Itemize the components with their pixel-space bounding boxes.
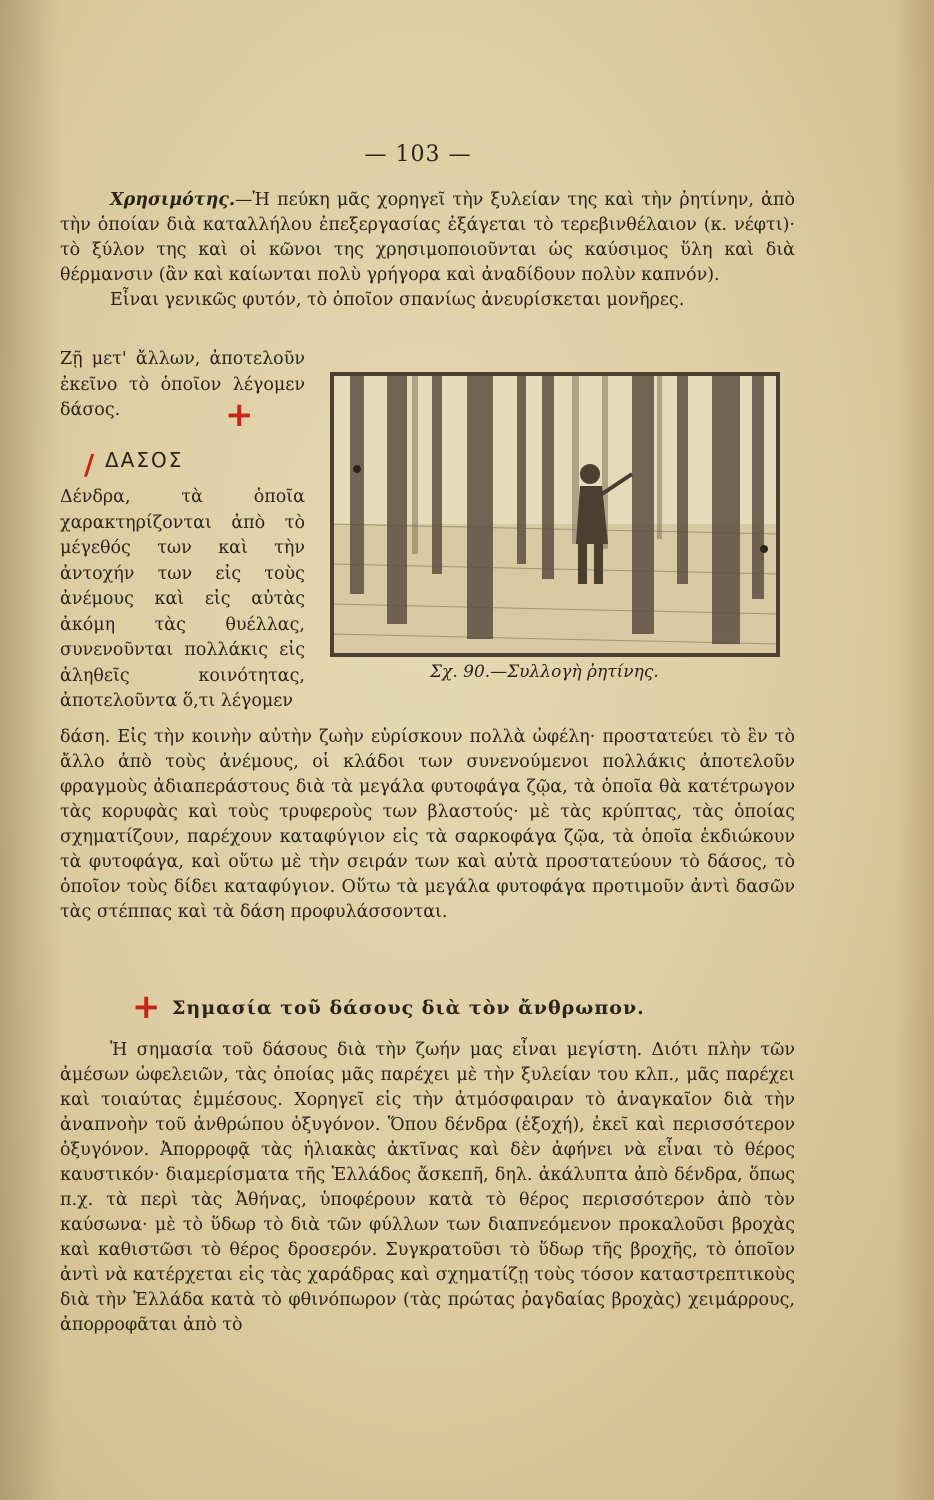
forest-continued-paragraph: δάση. Εἰς τὴν κοινὴν αὐτὴν ζωὴν εὑρίσκουν πολλὰ ὠφέλη· προστατεύει τὸ ἓν τὸ ἄλλο ἀπὸ τοὺς ἀνέμους, οἱ κλάδοι των συνενούμενοι πολλάκις ἀποτελοῦν φραγμοὺς ἀδιαπεράστους διὰ τὰ μεγάλα φυτοφάγα ζῷα, τὰ ὁποῖα θὰ κατέτρωγον τὰς κορυφὰς καὶ τοὺς τρυφεροὺς των βλαστούς· μὲ τὰς κρύπτας, τὰς ὁποίας σχηματίζουν, παρέχουν καταφύγιον εἰς τὰ σαρκοφάγα ζῷα, τὰ ὁποῖα ἐκδιώκουν τὰ φυτοφάγα, καὶ οὕτω μὲ τὴν σειράν των καὶ αὐτὰ προστατεύουν τὸ δάσος, τὸ ὁποῖον τοὺς δίδει καταφύγιον. Οὕτω τὰ μεγάλα φυτοφάγα προτιμοῦν ἀντὶ δασῶν τὰς στέππας καὶ τὰ δάση προφυλάσσονται. (60, 727, 795, 922)
intro-column: Ζῇ μετ' ἄλλων, ἀποτελοῦν ἐκεῖνο τὸ ὁποῖον λέγομεν δάσος. (60, 349, 305, 420)
page-edge-shadow (894, 0, 934, 1500)
usefulness-paragraph (60, 188, 795, 313)
solitary-sentence: Εἶναι γενικῶς φυτόν, τὸ ὁποῖον σπανίως ἀνευρίσκεται μονῆρες. (110, 290, 685, 310)
figure-caption: Σχ. 90.—Συλλογὴ ῥητίνης. (430, 662, 659, 682)
forest-heading: ΔΑΣΟΣ (105, 448, 184, 472)
importance-paragraph (60, 1038, 795, 1338)
pencil-check-mark: / (84, 448, 95, 481)
resin-collection-illustration (330, 372, 780, 657)
importance-text: Ἡ σημασία τοῦ δάσους διὰ τὴν ζωήν μας εἶναι μεγίστη. Διότι πλὴν τῶν ἀμέσων ὠφελειῶν, τὰς ὁποίας μᾶς παρέχει μὲ τὴν ξυλείαν του κλπ., μᾶς παρέχει καὶ τοιαύτας ἐμμέσους. Χορηγεῖ εἰς τὴν ἀτμόσφαιραν τὸ ἀναγκαῖον διὰ τὴν ἀναπνοὴν τοῦ ἀνθρώπου ὀξυγόνον. Ὅπου δένδρα (ἐξοχή), ἐκεῖ καὶ περισσότερον ὀξυγόνον. Ἀπορροφᾷ τὰς ἡλιακὰς ἀκτῖνας καὶ δὲν ἀφήνει νὰ εἶναι τὸ θέρος καυστικόν· διαμερίσματα τῆς Ἑλλάδος ἄσκεπῆ, δηλ. ἀκάλυπτα ἀπὸ δένδρα, ὅπως π.χ. τὰ περὶ τὰς Ἀθήνας, ὑποφέρουν κατὰ τὸ θέρος περισσότερον ἀπὸ τὸν καύσωνα· μὲ τὸ ὕδωρ τὸ διὰ τῶν φύλλων των διαπνεόμενον προκαλοῦσι βροχὰς καὶ καθιστῶσι τὸ θέρος δροσερόν. Συγκρατοῦσι τὸ ὕδωρ τῆς βροχῆς, τὸ ὁποῖον ἀντὶ νὰ κατέρχεται εἰς τὰς χαράδρας καὶ σχηματίζῃ τοὺς τόσον καταστρεπτικοὺς διὰ τὴν Ἑλλάδα κατὰ τὸ φθινόπωρον (τὰς πρώτας ῥαγδαίας βροχὰς) χειμάρρους, ἀπορροφᾶται ἀπὸ τὸ (60, 1040, 795, 1335)
forest-engraving (332, 374, 778, 655)
section-title: Σημασία τοῦ δάσους διὰ τὸν ἄνθρωπον. (172, 997, 645, 1019)
pencil-cross-mark: + (225, 395, 254, 435)
usefulness-text: —Ἡ πεύκη μᾶς χορηγεῖ τὴν ξυλείαν της καὶ τὴν ῥητίνην, ἀπὸ τὴν ὁποίαν διὰ καταλλήλου ἐπεξεργασίας ἐξάγεται τὸ τερεβινθέλαιον (κ. νέφτι)· τὸ ξύλον της καὶ οἱ κῶνοι της χρησιμοποιοῦνται ὡς καύσιμος ὕλη καὶ διὰ θέρμανσιν (ἂν καὶ καίωνται πολὺ γρήγορα καὶ ἀναδίδουν πολὺν καπνόν). (60, 190, 795, 285)
pencil-cross-mark-2: + (132, 987, 161, 1027)
forest-column: Δένδρα, τὰ ὁποῖα χαρακτηρίζονται ἀπὸ τὸ μέγεθός των καὶ τὴν ἀντοχήν των εἰς τοὺς ἀνέμους καὶ εἰς αὐτὰς ἀκόμη τὰς θυέλλας, συνενοῦνται πολλάκις εἰς ἀληθεῖς κοινότητας, ἀποτελοῦντα ὅ,τι λέγομεν (60, 487, 305, 711)
page-number: — 103 — (364, 142, 472, 167)
binding-shadow (0, 0, 60, 1500)
usefulness-lead: Χρησιμότης. (110, 190, 236, 210)
